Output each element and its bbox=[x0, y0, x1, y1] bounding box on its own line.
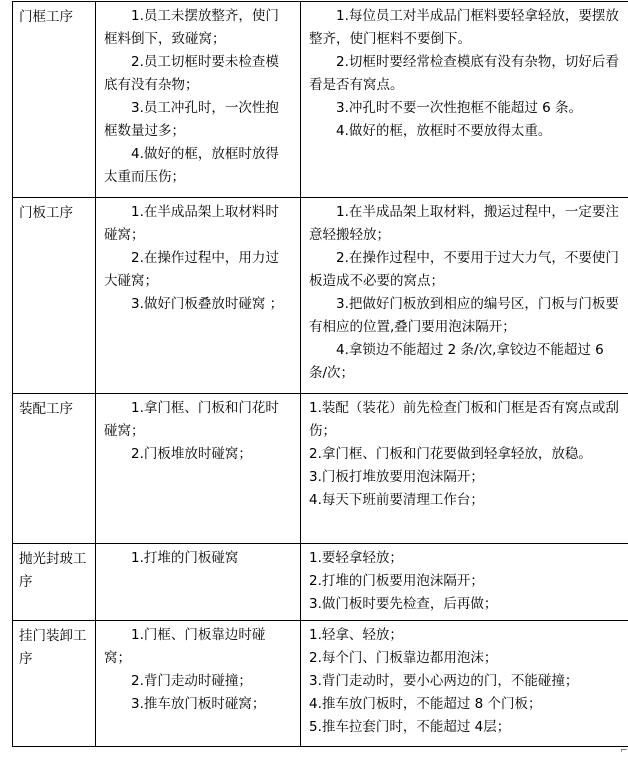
process-name-cell bbox=[13, 544, 96, 621]
measure-cell bbox=[301, 621, 628, 747]
cause-cell bbox=[96, 621, 301, 747]
table-row bbox=[13, 198, 628, 394]
cause-item: 3.推车放门板时碰窝； bbox=[131, 696, 266, 712]
process-name-cell bbox=[13, 394, 96, 544]
measure-item: 2.在操作过程中，不要用于过大力气，不要使门板造成不必要的窝点； bbox=[309, 250, 619, 289]
measure-item: 3.背门走动时，要小心两边的门，不能碰撞； bbox=[309, 673, 579, 689]
cause-cell bbox=[96, 544, 301, 621]
corner-mark: ⌐ bbox=[620, 746, 628, 756]
measure-cell bbox=[301, 394, 628, 544]
table-row bbox=[13, 621, 628, 747]
cause-item: 1.员工未摆放整齐，使门框料倒下，致碰窝； bbox=[104, 8, 279, 47]
measure-item: 2.打堆的门板要用泡沫隔开； bbox=[309, 573, 484, 589]
measure-item: 1.装配（装花）前先检查门板和门框是否有窝点或刮伤； bbox=[309, 400, 619, 439]
measure-item: 2.切框时要经常检查模底有没有杂物，切好后看看是否有窝点。 bbox=[309, 54, 619, 93]
measure-item: 3.冲孔时不要一次性抱框不能超过 6 条。 bbox=[336, 100, 583, 116]
measure-cell bbox=[301, 544, 628, 621]
process-name: 抛光封玻工序 bbox=[19, 551, 87, 590]
cause-item: 1.在半成品架上取材料时碰窝； bbox=[104, 204, 279, 243]
measure-item: 1.每位员工对半成品门框料要轻拿轻放，要摆放整齐，使门框料不要倒下。 bbox=[309, 8, 619, 47]
measure-item: 1.轻拿、轻放； bbox=[309, 627, 403, 643]
cause-item: 2.在操作过程中，用力过大碰窝； bbox=[104, 250, 279, 289]
table-row bbox=[13, 544, 628, 621]
measure-cell bbox=[301, 2, 628, 198]
measure-item: 5.推车拉套门时，不能超过 4层； bbox=[309, 719, 511, 735]
process-name: 挂门装卸工序 bbox=[19, 628, 87, 667]
process-name-cell bbox=[13, 198, 96, 394]
cause-item: 3.做好门板叠放时碰窝 ； bbox=[131, 296, 284, 312]
measure-item: 2.每个门、门板靠边都用泡沫； bbox=[309, 650, 498, 666]
table-row bbox=[13, 394, 628, 544]
measure-item: 3.门板打堆放要用泡沫隔开； bbox=[309, 469, 484, 485]
measure-item: 3.做门板时要先检查，后再做； bbox=[309, 596, 498, 612]
cause-item: 2.员工切框时要未检查模底有没有杂物； bbox=[104, 54, 279, 93]
cause-cell bbox=[96, 2, 301, 198]
process-name: 装配工序 bbox=[19, 401, 73, 417]
measure-item: 1.要轻拿轻放； bbox=[309, 550, 403, 566]
cause-cell bbox=[96, 394, 301, 544]
measure-item: 2.拿门框、门板和门花要做到轻拿轻放，放稳。 bbox=[309, 446, 592, 462]
measure-item: 4.做好的框，放框时不要放得太重。 bbox=[336, 123, 552, 139]
measure-item: 4.拿锁边不能超过 2 条/次,拿铰边不能超过 6 条/次； bbox=[309, 342, 604, 381]
process-table bbox=[12, 1, 628, 747]
cause-item: 1.拿门框、门板和门花时碰窝； bbox=[104, 400, 279, 439]
measure-item: 3.把做好门板放到相应的编号区，门板与门板要有相应的位置,叠门要用泡沫隔开； bbox=[309, 296, 619, 335]
cause-item: 1.打堆的门板碰窝 bbox=[131, 550, 239, 566]
table-body bbox=[13, 2, 628, 747]
cause-cell bbox=[96, 198, 301, 394]
measure-item: 4.推车放门板时，不能超过 8 个门板； bbox=[309, 696, 542, 712]
cause-item: 3.员工冲孔时，一次性抱框数量过多； bbox=[104, 100, 279, 139]
cause-item: 4.做好的框，放框时放得太重而压伤； bbox=[104, 146, 279, 185]
measure-item: 1.在半成品架上取材料，搬运过程中，一定要注意轻搬轻放； bbox=[309, 204, 619, 243]
cause-item: 1.门框、门板靠边时碰窝； bbox=[104, 627, 266, 666]
process-name: 门板工序 bbox=[19, 205, 73, 221]
cause-item: 2.门板堆放时碰窝； bbox=[131, 446, 252, 462]
process-name-cell bbox=[13, 621, 96, 747]
process-name: 门框工序 bbox=[19, 9, 73, 25]
cause-item: 2.背门走动时碰撞； bbox=[131, 673, 252, 689]
process-name-cell bbox=[13, 2, 96, 198]
table-row bbox=[13, 2, 628, 198]
measure-cell bbox=[301, 198, 628, 394]
measure-item: 4.每天下班前要清理工作台； bbox=[309, 492, 484, 508]
